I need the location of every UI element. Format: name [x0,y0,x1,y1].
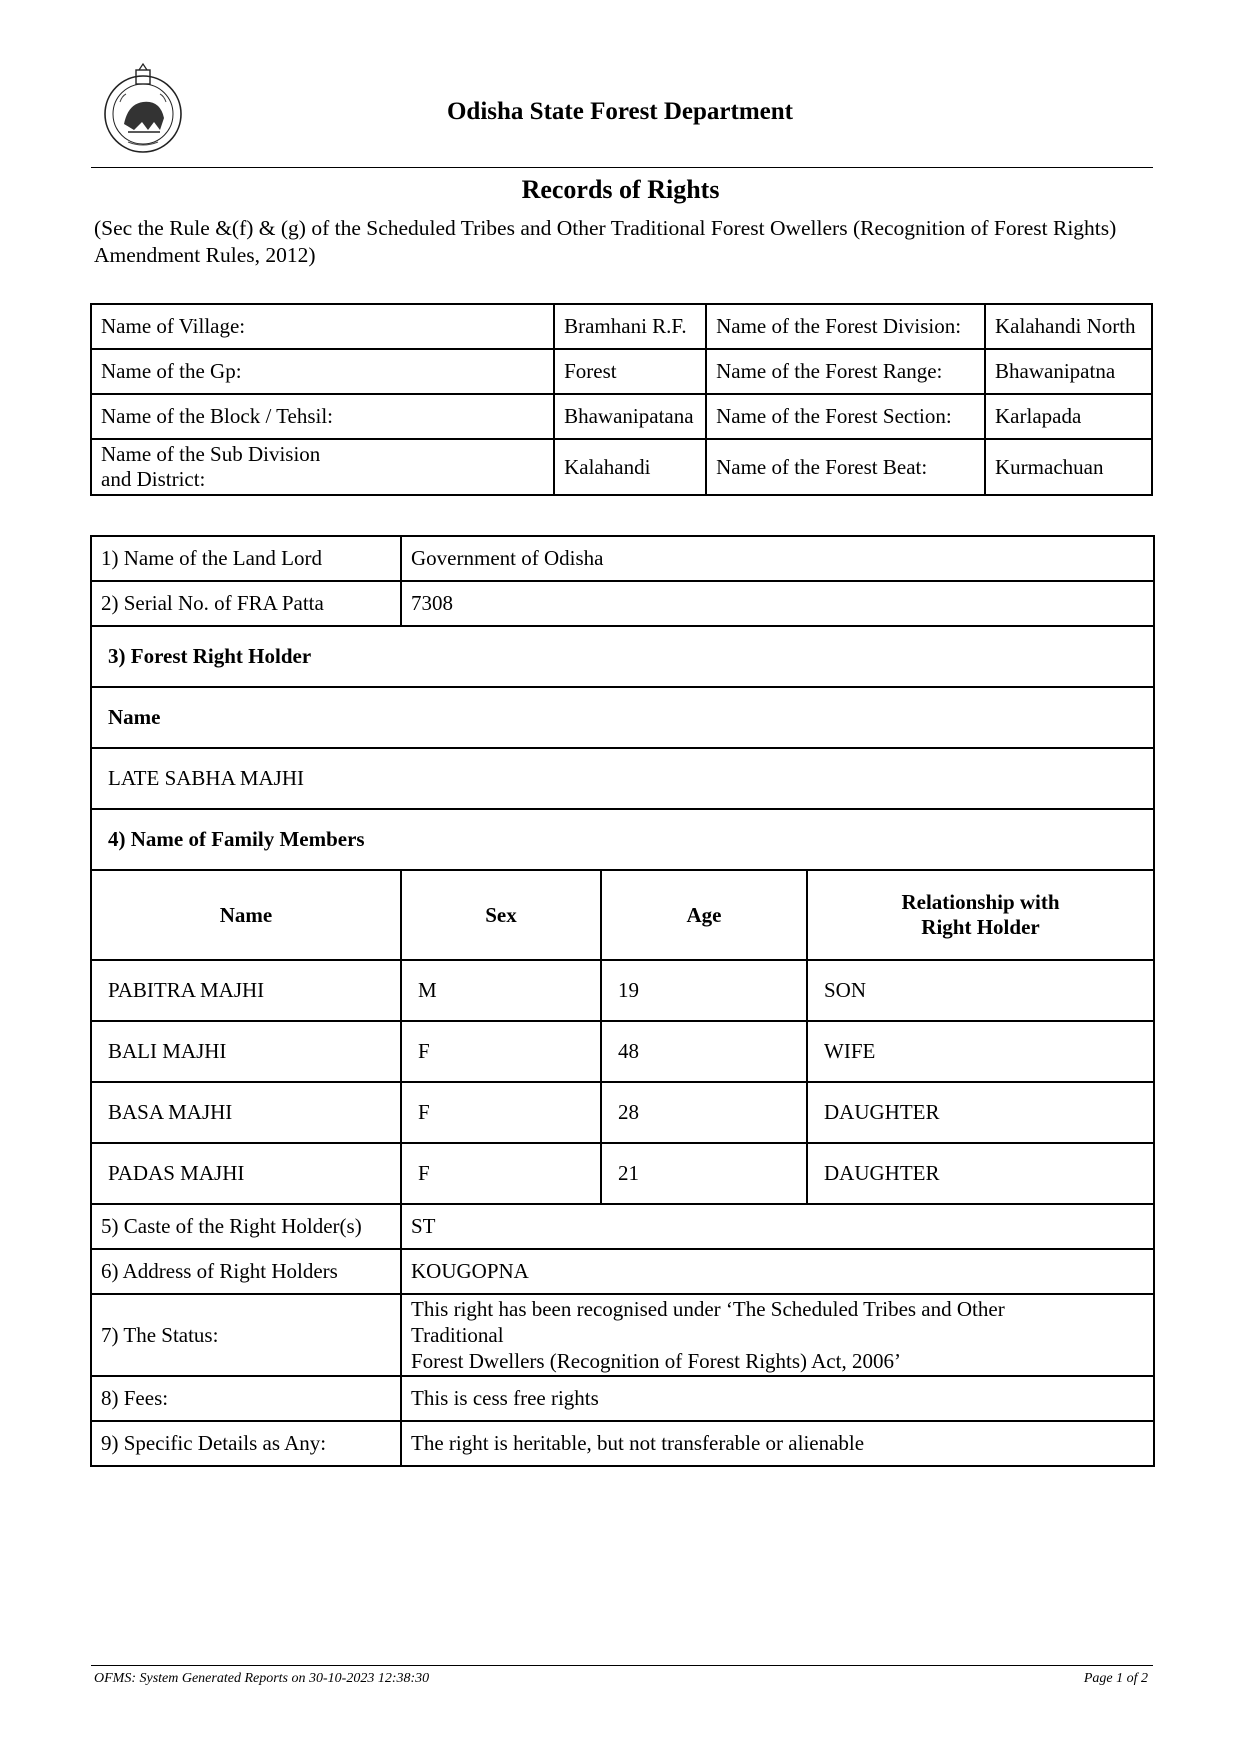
forest-beat-value: Kurmachuan [985,439,1152,495]
footer-page-number: Page 1 of 2 [1083,1671,1148,1686]
subdivision-label [91,439,554,495]
details-value: The right is heritable, but not transferable or alienable [401,1421,1154,1466]
family-member-row [91,1021,1154,1082]
member-sex: F [401,1143,601,1204]
member-relation: SON [807,960,1154,1021]
table-row [91,439,1152,495]
member-age: 48 [601,1021,807,1082]
status-value [401,1294,1154,1376]
member-age: 19 [601,960,807,1021]
family-header-row [91,870,1154,960]
block-value: Bhawanipatana [554,394,706,439]
serial-label: 2) Serial No. of FRA Patta [91,581,401,626]
caste-label: 5) Caste of the Right Holder(s) [91,1204,401,1249]
member-sex: F [401,1082,601,1143]
member-age: 28 [601,1082,807,1143]
address-label: 6) Address of Right Holders [91,1249,401,1294]
subdivision-label-line-1: Name of the Sub Division [101,442,321,466]
holder-name: LATE SABHA MAJHI [91,748,1154,809]
family-col-name: Name [91,870,401,960]
forest-range-value: Bhawanipatna [985,349,1152,394]
address-value: KOUGOPNA [401,1249,1154,1294]
fees-value: This is cess free rights [401,1376,1154,1421]
family-col-age: Age [601,870,807,960]
table-row [91,748,1154,809]
subdivision-label-line-2: and District: [101,467,206,491]
member-name: PABITRA MAJHI [91,960,401,1021]
fees-label: 8) Fees: [91,1376,401,1421]
member-sex: M [401,960,601,1021]
table-row [91,1249,1154,1294]
location-info-table [90,303,1153,496]
header-divider [91,167,1153,168]
caste-value: ST [401,1204,1154,1249]
table-row [91,394,1152,439]
gp-value: Forest [554,349,706,394]
family-col-relation-line-2: Right Holder [921,915,1040,939]
family-member-row [91,1143,1154,1204]
village-label: Name of Village: [91,304,554,349]
forest-section-value: Karlapada [985,394,1152,439]
member-relation: DAUGHTER [807,1143,1154,1204]
details-label: 9) Specific Details as Any: [91,1421,401,1466]
member-relation: WIFE [807,1021,1154,1082]
family-member-row [91,1082,1154,1143]
block-label: Name of the Block / Tehsil: [91,394,554,439]
family-member-row [91,960,1154,1021]
serial-value: 7308 [401,581,1154,626]
table-row [91,1204,1154,1249]
forest-division-value: Kalahandi North [985,304,1152,349]
family-col-relation-line-1: Relationship with [901,890,1060,914]
member-sex: F [401,1021,601,1082]
status-line-3: Forest Dwellers (Recognition of Forest Rights) Act, 2006’ [411,1349,901,1373]
landlord-label: 1) Name of the Land Lord [91,536,401,581]
footer-generated-note: OFMS: System Generated Reports on 30-10-2023 12:38:30 [94,1671,430,1686]
status-line-2: Traditional [411,1323,504,1347]
member-relation: DAUGHTER [807,1082,1154,1143]
forest-range-label: Name of the Forest Range: [706,349,985,394]
member-age: 21 [601,1143,807,1204]
landlord-value: Government of Odisha [401,536,1154,581]
table-row [91,1376,1154,1421]
table-row [91,581,1154,626]
member-name: BALI MAJHI [91,1021,401,1082]
table-row [91,1421,1154,1466]
table-row [91,536,1154,581]
family-col-relation [807,870,1154,960]
forest-section-label: Name of the Forest Section: [706,394,985,439]
village-value: Bramhani R.F. [554,304,706,349]
forest-beat-label: Name of the Forest Beat: [706,439,985,495]
status-line-1: This right has been recognised under ‘The Scheduled Tribes and Other [411,1297,1005,1321]
member-name: PADAS MAJHI [91,1143,401,1204]
document-title: Records of Rights [521,175,720,204]
forest-division-label: Name of the Forest Division: [706,304,985,349]
name-heading: Name [91,687,1154,748]
document-subtitle: (Sec the Rule &(f) & (g) of the Scheduled Tribes and Other Traditional Forest Owellers (Recognition of Forest Rights) Amendment Rules, 2012) [94,216,1117,267]
footer-divider [91,1665,1153,1666]
department-title: Odisha State Forest Department [446,98,794,125]
rights-record-table [90,535,1155,1467]
table-row [91,349,1152,394]
table-row [91,1294,1154,1376]
table-row [91,626,1154,687]
family-col-sex: Sex [401,870,601,960]
table-row [91,304,1152,349]
member-name: BASA MAJHI [91,1082,401,1143]
gp-label: Name of the Gp: [91,349,554,394]
family-heading: 4) Name of Family Members [91,809,1154,870]
table-row [91,687,1154,748]
holder-heading: 3) Forest Right Holder [91,626,1154,687]
subdivision-value: Kalahandi [554,439,706,495]
status-label: 7) The Status: [91,1294,401,1376]
table-row [91,809,1154,870]
